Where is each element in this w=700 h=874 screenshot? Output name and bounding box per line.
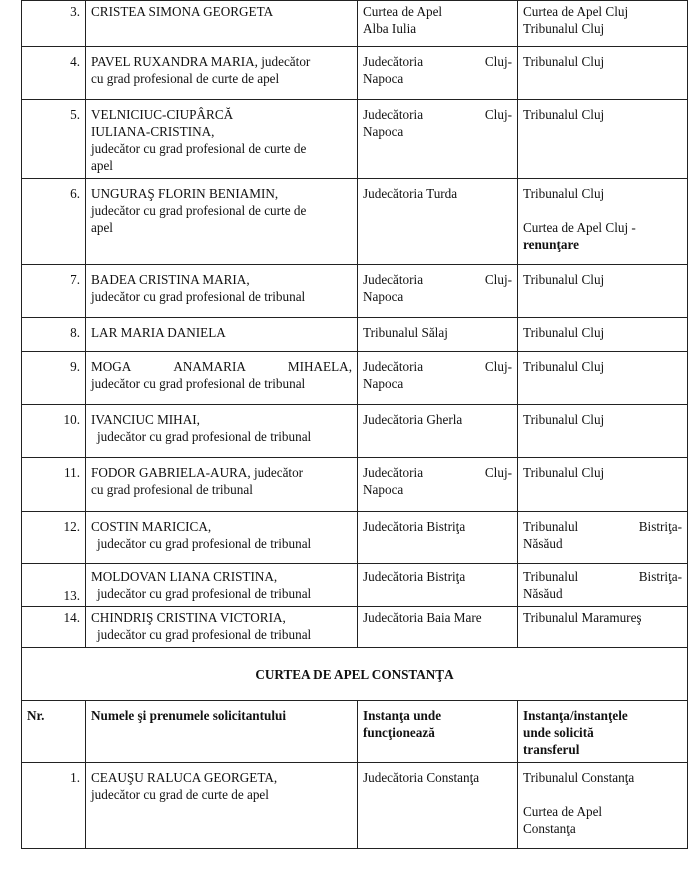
- current-court: Judecătoria Baia Mare: [358, 607, 518, 648]
- row-number: 5.: [22, 100, 86, 179]
- row-number: 1.: [22, 763, 86, 849]
- table-row: [22, 607, 688, 648]
- header-nr: Nr.: [22, 701, 86, 763]
- table-row: [22, 564, 688, 607]
- requested-court: Tribunalul Cluj: [518, 458, 688, 512]
- row-number: 6.: [22, 179, 86, 265]
- table-row: [22, 47, 688, 100]
- requested-court: Tribunalul Constanţa Curtea de Apel Constanţa: [518, 763, 688, 849]
- table-row: [22, 265, 688, 318]
- applicant-name: PAVEL RUXANDRA MARIA, judecător cu grad profesional de curte de apel: [86, 47, 358, 100]
- applicant-name: CHINDRIŞ CRISTINA VICTORIA, judecător cu grad profesional de tribunal: [86, 607, 358, 648]
- current-court: Judecătoria Gherla: [358, 405, 518, 458]
- applicant-name: UNGURAŞ FLORIN BENIAMIN, judecător cu grad profesional de curte de apel: [86, 179, 358, 265]
- row-number: 12.: [22, 512, 86, 564]
- table-row: [22, 352, 688, 405]
- current-court: Judecătoria Constanţa: [358, 763, 518, 849]
- current-court: Judecătoria Cluj- Napoca: [358, 458, 518, 512]
- requested-court: Tribunalul Cluj: [518, 100, 688, 179]
- row-number: 11.: [22, 458, 86, 512]
- requested-court: Curtea de Apel Cluj Tribunalul Cluj: [518, 1, 688, 47]
- applicant-name: IVANCIUC MIHAI, judecător cu grad profesional de tribunal: [86, 405, 358, 458]
- current-court: Curtea de Apel Alba Iulia: [358, 1, 518, 47]
- applicant-name: COSTIN MARICICA, judecător cu grad profesional de tribunal: [86, 512, 358, 564]
- applicant-name: MOGA ANAMARIA MIHAELA, judecător cu grad profesional de tribunal: [86, 352, 358, 405]
- current-court: Tribunalul Sălaj: [358, 318, 518, 352]
- current-court: Judecătoria Bistriţa: [358, 512, 518, 564]
- row-number: 9.: [22, 352, 86, 405]
- requested-court: Tribunalul Bistriţa- Năsăud: [518, 564, 688, 607]
- applicant-name: CEAUŞU RALUCA GEORGETA, judecător cu grad de curte de apel: [86, 763, 358, 849]
- applicant-name: MOLDOVAN LIANA CRISTINA, judecător cu grad profesional de tribunal: [86, 564, 358, 607]
- applicant-name: LAR MARIA DANIELA: [86, 318, 358, 352]
- applicant-name: VELNICIUC-CIUPÂRCĂ IULIANA-CRISTINA, judecător cu grad profesional de curte de apel: [86, 100, 358, 179]
- table-row: [22, 763, 688, 849]
- requested-court: Tribunalul Cluj: [518, 47, 688, 100]
- row-number: 3.: [22, 1, 86, 47]
- table-row: [22, 100, 688, 179]
- transfer-requests-table: [21, 0, 688, 849]
- header-name: Numele şi prenumele solicitantului: [86, 701, 358, 763]
- current-court: Judecătoria Turda: [358, 179, 518, 265]
- applicant-name: FODOR GABRIELA-AURA, judecător cu grad profesional de tribunal: [86, 458, 358, 512]
- section-row: [22, 648, 688, 701]
- table-row: [22, 458, 688, 512]
- row-number: 4.: [22, 47, 86, 100]
- table-row: [22, 1, 688, 47]
- requested-court: Tribunalul Bistriţa- Năsăud: [518, 512, 688, 564]
- current-court: Judecătoria Cluj- Napoca: [358, 47, 518, 100]
- requested-court: Tribunalul Cluj: [518, 352, 688, 405]
- row-number: 13.: [22, 564, 86, 607]
- requested-court: Tribunalul Maramureş: [518, 607, 688, 648]
- requested-court: Tribunalul Cluj: [518, 405, 688, 458]
- row-number: 10.: [22, 405, 86, 458]
- row-number: 14.: [22, 607, 86, 648]
- table-row: [22, 179, 688, 265]
- table-header-row: [22, 701, 688, 763]
- row-number: 8.: [22, 318, 86, 352]
- applicant-name: CRISTEA SIMONA GEORGETA: [86, 1, 358, 47]
- header-current-court: Instanţa unde funcţionează: [358, 701, 518, 763]
- applicant-name: BADEA CRISTINA MARIA, judecător cu grad profesional de tribunal: [86, 265, 358, 318]
- current-court: Judecătoria Cluj- Napoca: [358, 352, 518, 405]
- withdrawal-note: renunţare: [523, 237, 579, 252]
- requested-court: Tribunalul Cluj Curtea de Apel Cluj - renunţare: [518, 179, 688, 265]
- table-row: [22, 318, 688, 352]
- current-court: Judecătoria Cluj- Napoca: [358, 100, 518, 179]
- table-row: [22, 405, 688, 458]
- section-title: CURTEA DE APEL CONSTANŢA: [22, 648, 688, 701]
- header-requested-court: Instanţa/instanţele unde solicită transferul: [518, 701, 688, 763]
- current-court: Judecătoria Bistriţa: [358, 564, 518, 607]
- requested-court: Tribunalul Cluj: [518, 318, 688, 352]
- table-row: [22, 512, 688, 564]
- row-number: 7.: [22, 265, 86, 318]
- requested-court: Tribunalul Cluj: [518, 265, 688, 318]
- current-court: Judecătoria Cluj- Napoca: [358, 265, 518, 318]
